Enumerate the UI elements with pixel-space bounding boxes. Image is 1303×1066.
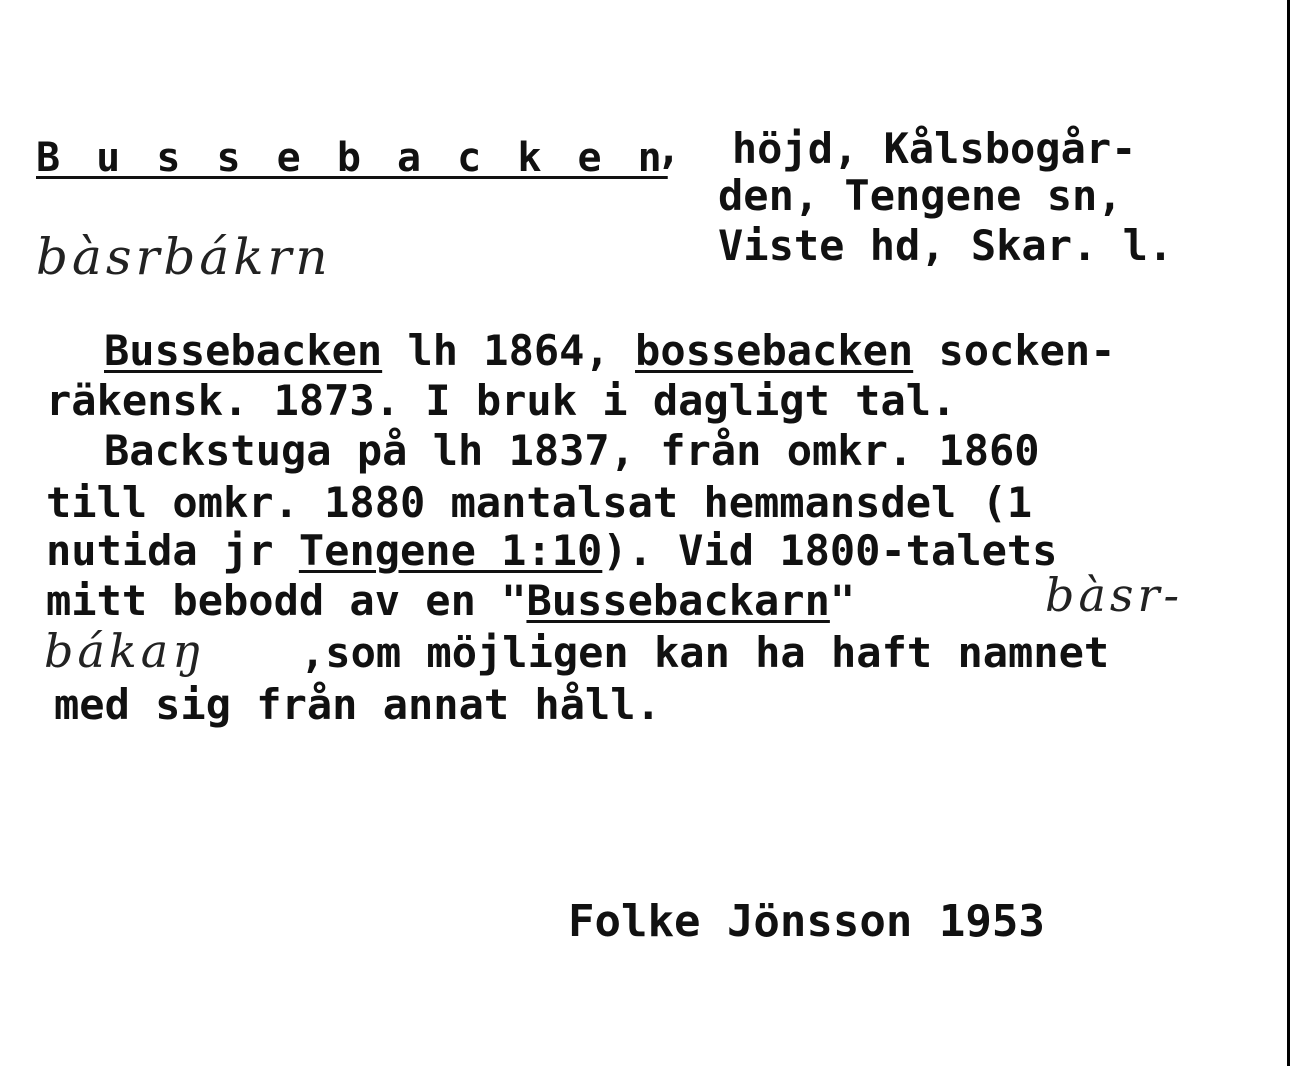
form-tengene: Tengene 1:10 bbox=[298, 526, 603, 575]
headword: B u s s e b a c k e n bbox=[36, 135, 668, 181]
pronunciation-handwritten-2: bàsr- bbox=[1045, 568, 1184, 622]
pronunciation-handwritten: bàsrbákrn bbox=[36, 228, 332, 286]
form-bussebacken: Bussebacken bbox=[104, 326, 383, 375]
body-line-7: ,som möjligen kan ha haft namnet bbox=[300, 628, 1110, 677]
body-line-5: nutida jr Tengene 1:10). Vid 1800-talets bbox=[46, 526, 1058, 575]
form-bossebacken: bossebacken bbox=[635, 326, 914, 375]
body-line-2: räkensk. 1873. I bruk i dagligt tal. bbox=[46, 376, 957, 425]
header-line-1: , höjd, Kålsbogår- bbox=[656, 124, 1137, 173]
body-line-6: mitt bebodd av en "Bussebackarn" bbox=[46, 576, 856, 625]
body-line-8: med sig från annat håll. bbox=[54, 680, 661, 729]
body-line-1: Bussebacken lh 1864, bossebacken socken- bbox=[104, 326, 1116, 375]
body-line-3: Backstuga på lh 1837, från omkr. 1860 bbox=[104, 426, 1040, 475]
signature: Folke Jönsson 1953 bbox=[568, 896, 1045, 947]
header-line-3: Viste hd, Skar. l. bbox=[718, 221, 1174, 270]
form-bussebackarn: Bussebackarn bbox=[526, 576, 830, 625]
body-line-4: till omkr. 1880 mantalsat hemmansdel (1 bbox=[46, 478, 1033, 527]
card-edge-line bbox=[1287, 0, 1290, 1066]
header-line-2: den, Tengene sn, bbox=[718, 171, 1123, 220]
pronunciation-handwritten-3: bákaŋ bbox=[44, 624, 206, 678]
